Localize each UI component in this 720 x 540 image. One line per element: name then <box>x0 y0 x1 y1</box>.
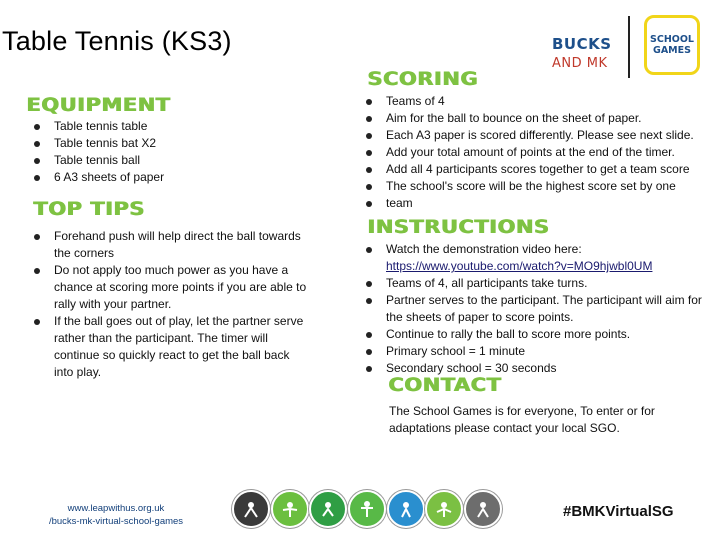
list-item: Aim for the ball to bounce on the sheet of paper. <box>366 110 716 127</box>
scoring-list <box>366 93 716 212</box>
list-item: The school's score will be the highest score set by one <box>366 178 716 195</box>
footer-url-line1[interactable]: www.leapwithus.org.uk <box>67 503 165 514</box>
footer-url[interactable] <box>36 502 196 528</box>
badge-icon <box>271 490 309 528</box>
page-title: Table Tennis (KS3) <box>2 26 232 56</box>
video-link[interactable]: https://www.youtube.com/watch?v=MO9hjwbl0UM <box>386 259 653 273</box>
hashtag: #BMKVirtualSG <box>563 503 674 520</box>
list-item: Primary school = 1 minute <box>366 343 706 360</box>
list-item: Table tennis table <box>34 118 294 135</box>
values-badges <box>232 490 502 532</box>
footer-url-line2[interactable]: /bucks-mk-virtual-school-games <box>48 516 184 527</box>
list-item: Teams of 4 <box>366 93 716 110</box>
list-item: Add all 4 participants scores together to get a team score <box>366 161 716 178</box>
bucks-mk-logo <box>552 34 612 74</box>
badge-icon <box>464 490 502 528</box>
video-intro-text: Watch the demonstration video here: <box>386 242 582 256</box>
list-item: Teams of 4, all participants take turns. <box>366 275 706 292</box>
contact-heading: CONTACT <box>388 374 502 396</box>
list-item: If the ball goes out of play, let the partner serve rather than the participant. The timer will continue so quickly react to get the ball back into play. <box>34 313 309 381</box>
list-item: team <box>366 195 716 212</box>
badge-icon <box>232 490 270 528</box>
list-item: Add your total amount of points at the end of the timer. <box>366 144 716 161</box>
bucks-logo-line2: AND MK <box>552 56 608 71</box>
school-games-logo-line1: SCHOOL <box>650 34 694 45</box>
instructions-heading: INSTRUCTIONS <box>367 216 550 238</box>
list-item: Table tennis bat X2 <box>34 135 294 152</box>
badge-icon <box>425 490 463 528</box>
top-tips-heading: TOP TIPS <box>33 198 145 220</box>
bucks-logo-line1: BUCKS <box>552 35 612 53</box>
contact-text: The School Games is for everyone, To enter or for adaptations please contact your local SGO. <box>389 404 655 435</box>
instructions-list <box>366 241 706 377</box>
school-games-logo-line2: GAMES <box>653 45 691 56</box>
list-item: 6 A3 sheets of paper <box>34 169 294 186</box>
badge-icon <box>387 490 425 528</box>
list-item: Each A3 paper is scored differently. Please see next slide. <box>366 127 716 144</box>
badge-icon <box>309 490 347 528</box>
list-item: Secondary school = 30 seconds <box>366 360 706 377</box>
equipment-list <box>34 118 294 186</box>
list-item: Continue to rally the ball to score more points. <box>366 326 706 343</box>
top-tips-list <box>34 228 309 381</box>
list-item: Do not apply too much power as you have a chance at scoring more points if you are able to rally with your partner. <box>34 262 309 313</box>
scoring-heading: SCORING <box>367 68 478 90</box>
list-item: Table tennis ball <box>34 152 294 169</box>
logo-divider <box>628 16 630 78</box>
list-item: Partner serves to the participant. The participant will aim for the sheets of paper to score points. <box>366 292 706 326</box>
badge-icon <box>348 490 386 528</box>
list-item <box>366 241 706 275</box>
school-games-logo <box>644 15 700 75</box>
equipment-heading: EQUIPMENT <box>26 94 171 116</box>
list-item: Forehand push will help direct the ball towards the corners <box>34 228 309 262</box>
